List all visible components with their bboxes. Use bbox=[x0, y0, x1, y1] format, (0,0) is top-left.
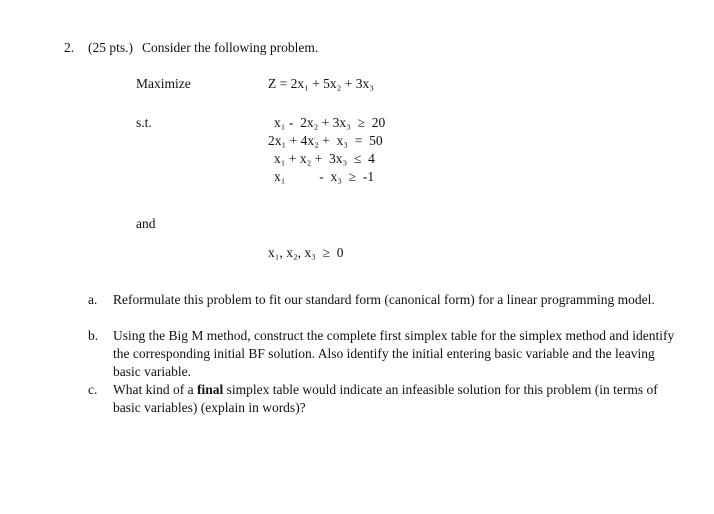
question-text-emphasis: final bbox=[196, 382, 224, 397]
objective-expression: Z = 2x₁ + 5x₂ + 3x₃ bbox=[268, 76, 374, 91]
nonnegativity-constraint: x₁, x₂, x₃ ≥ 0 bbox=[268, 245, 344, 260]
question-marker: c. bbox=[88, 382, 98, 397]
problem-intro: Consider the following problem. bbox=[142, 40, 319, 55]
question-text: Using the Big M method, construct the complete first simplex table for the simplex method and identify the corresponding initial BF solution. Also identify the initial entering basic variable and the leaving basic variable. bbox=[113, 328, 675, 379]
question-text-part: simplex table would indicate an infeasible solution for this problem (in terms of basic variables) (explain in words)? bbox=[113, 382, 658, 415]
question-marker: b. bbox=[88, 328, 99, 343]
and-label: and bbox=[136, 216, 156, 231]
constraint-row: x₁ - x₃ ≥ -1 bbox=[274, 169, 375, 184]
question-c bbox=[88, 381, 678, 417]
subject-to-label: s.t. bbox=[136, 115, 152, 130]
objective-label: Maximize bbox=[136, 76, 191, 91]
constraint-row: x₁ - 2x₂ + 3x₃ ≥ 20 bbox=[274, 115, 386, 130]
problem-number: 2. bbox=[64, 40, 75, 55]
question-text: Reformulate this problem to fit our standard form (canonical form) for a linear programming model. bbox=[113, 292, 655, 307]
question-b bbox=[88, 327, 678, 381]
question-text-part: What kind of a bbox=[113, 382, 197, 397]
question-text bbox=[113, 381, 678, 417]
question-a bbox=[88, 291, 678, 309]
problem-points: (25 pts.) bbox=[88, 40, 133, 55]
constraint-row: x₁ + x₂ + 3x₃ ≤ 4 bbox=[274, 151, 375, 166]
constraint-row: 2x₁ + 4x₂ + x₃ = 50 bbox=[268, 133, 383, 148]
question-marker: a. bbox=[88, 292, 98, 307]
